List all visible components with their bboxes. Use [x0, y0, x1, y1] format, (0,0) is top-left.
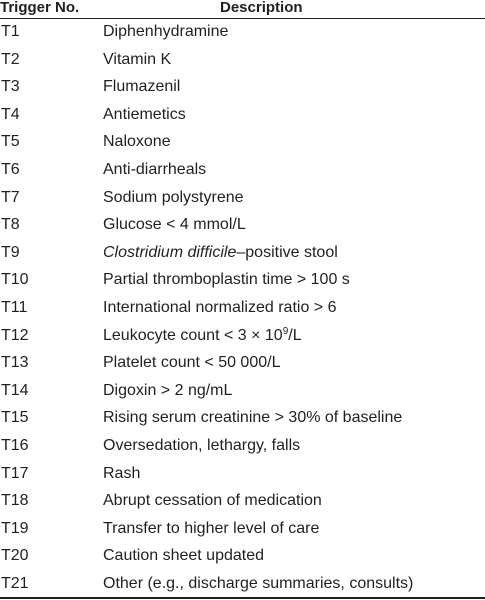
table-row — [0, 129, 485, 157]
table-row — [0, 295, 485, 323]
description-cell: Abrupt cessation of medication — [103, 492, 322, 510]
table-row — [0, 350, 485, 378]
description-cell: Rash — [103, 464, 141, 482]
description-cell — [103, 243, 338, 263]
description-cell: Caution sheet updated — [103, 547, 265, 565]
description-cell: Diphenhydramine — [103, 23, 229, 40]
trigger-cell: T19 — [1, 519, 29, 537]
trigger-cell: T18 — [1, 492, 29, 510]
trigger-cell: T5 — [1, 133, 20, 151]
description-cell: Transfer to higher level of care — [103, 519, 320, 537]
table-row — [0, 19, 485, 47]
description-cell: Anti-diarrheals — [103, 160, 207, 178]
table-row — [0, 102, 485, 130]
trigger-cell: T10 — [1, 271, 29, 289]
table-row — [0, 267, 485, 295]
trigger-cell: T1 — [1, 23, 20, 40]
description-cell: International normalized ratio > 6 — [103, 298, 337, 316]
description-cell: Sodium polystyrene — [103, 188, 244, 206]
description-cell: Rising serum creatinine > 30% of baseline — [103, 409, 403, 427]
table-row — [0, 74, 485, 102]
trigger-cell: T2 — [1, 50, 20, 68]
table-row — [0, 433, 485, 461]
table-row — [0, 405, 485, 433]
description-cell: Other (e.g., discharge summaries, consults) — [103, 574, 414, 592]
trigger-cell: T14 — [1, 381, 29, 399]
trigger-cell: T15 — [1, 409, 29, 427]
table-bottom-rule — [0, 597, 485, 599]
description-cell: Flumazenil — [103, 78, 181, 96]
table-row — [0, 516, 485, 544]
table-row — [0, 157, 485, 185]
description-cell: Oversedation, lethargy, falls — [103, 436, 301, 454]
trigger-cell: T7 — [1, 188, 20, 206]
description-superscript: 9 — [282, 325, 289, 337]
trigger-cell: T8 — [1, 216, 20, 234]
description-rest-part: –positive stool — [236, 243, 338, 261]
table-row — [0, 240, 485, 268]
trigger-cell: T20 — [1, 547, 29, 565]
trigger-cell: T13 — [1, 354, 29, 372]
trigger-cell: T17 — [1, 464, 29, 482]
description-cell: Vitamin K — [103, 50, 172, 68]
description-cell: Digoxin > 2 ng/mL — [103, 381, 233, 399]
table-body — [0, 19, 485, 598]
trigger-cell: T9 — [1, 243, 20, 261]
table-row — [0, 571, 485, 599]
description-pre-part: Leukocyte count < 3 × 10 — [103, 326, 283, 344]
trigger-cell: T4 — [1, 105, 20, 123]
table-row — [0, 378, 485, 406]
header-description: Description — [220, 0, 303, 16]
table-row — [0, 461, 485, 489]
table-header-row — [0, 0, 485, 18]
description-cell: Platelet count < 50 000/L — [103, 354, 281, 372]
table-row — [0, 543, 485, 571]
trigger-cell: T6 — [1, 160, 20, 178]
description-cell — [103, 326, 302, 346]
table-row — [0, 185, 485, 213]
table-row — [0, 323, 485, 351]
description-cell: Antiemetics — [103, 105, 186, 123]
header-trigger-no: Trigger No. — [0, 0, 80, 16]
table-row — [0, 47, 485, 75]
table-row — [0, 212, 485, 240]
description-cell: Partial thromboplastin time > 100 s — [103, 271, 350, 289]
description-cell: Glucose < 4 mmol/L — [103, 216, 246, 234]
trigger-cell: T3 — [1, 78, 20, 96]
trigger-cell: T12 — [1, 326, 29, 344]
description-cell: Naloxone — [103, 133, 171, 151]
trigger-cell: T11 — [1, 298, 28, 316]
trigger-cell: T21 — [1, 574, 29, 592]
table-row — [0, 488, 485, 516]
trigger-cell: T16 — [1, 436, 29, 454]
description-italic-part: Clostridium difficile — [103, 243, 237, 261]
description-post-part: /L — [288, 326, 302, 344]
